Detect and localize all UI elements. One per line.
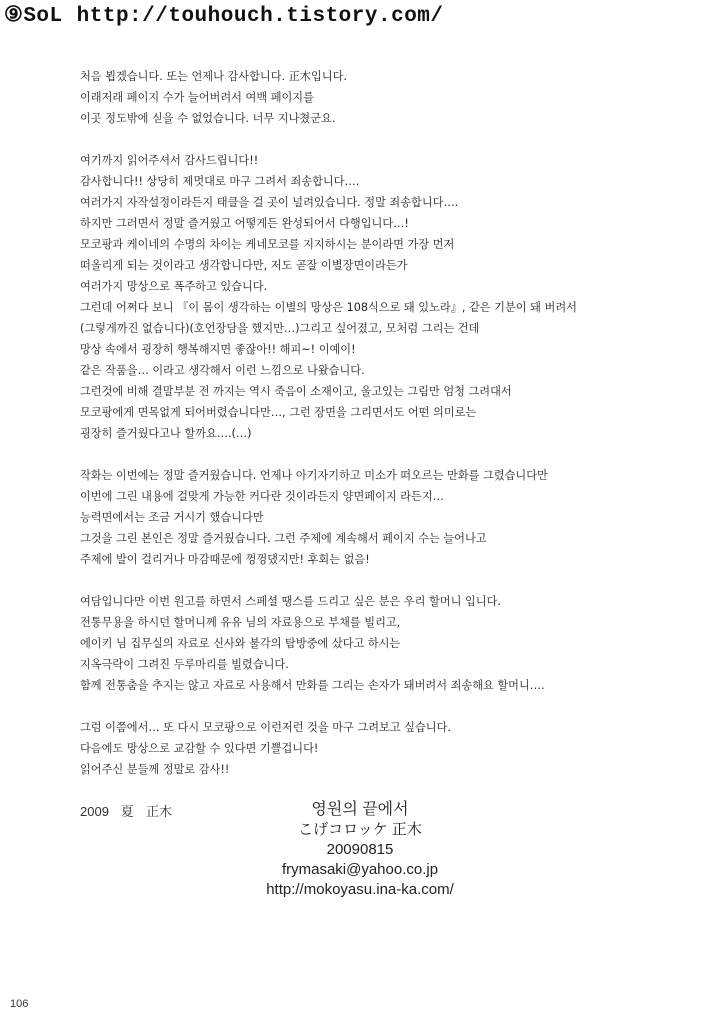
- signature-author: 正木: [145, 804, 172, 819]
- text-line: 그것을 그린 본인은 정말 즐거웠습니다. 그런 주제에 계속해서 페이지 수는 늘어나고: [80, 532, 487, 545]
- author-website[interactable]: http://mokoyasu.ina-ka.com/: [266, 881, 454, 898]
- text-line: 떠올리게 되는 것이라고 생각합니다만, 저도 곧잘 이별장면이라든가: [80, 259, 408, 272]
- text-line: 읽어주신 분들께 정말로 감사!!: [80, 763, 230, 776]
- text-line: 그런것에 비해 결말부분 전 까지는 역시 죽음이 소재이고, 울고있는 그림만 엄청 그려대서: [80, 385, 512, 398]
- afterword-paragraph: [80, 465, 640, 570]
- book-title: 영원의 끝에서: [311, 801, 409, 818]
- author-email[interactable]: frymasaki@yahoo.co.jp: [281, 861, 439, 878]
- page-number: 106: [10, 998, 29, 1010]
- text-line: 함께 전통춤을 추지는 않고 자료로 사용해서 만화를 그리는 손자가 돼버려서 죄송해요 할머니….: [80, 679, 545, 692]
- afterword-paragraph: [80, 591, 640, 696]
- text-line: 모코팡과 케이네의 수명의 차이는 케네모코를 지지하시는 분이라면 가장 먼저: [80, 238, 455, 251]
- afterword-paragraph: [80, 717, 640, 780]
- text-line: 여기까지 읽어주셔서 감사드립니다!!: [80, 154, 259, 167]
- scanlation-group-name: ⑨SoL: [4, 5, 63, 28]
- scanlation-url[interactable]: http://touhouch.tistory.com/: [76, 5, 444, 28]
- text-line: 능력면에서는 조금 거시기 했습니다만: [80, 511, 264, 524]
- scanlation-watermark: [4, 2, 444, 28]
- afterword-text: [80, 66, 640, 822]
- text-line: 여러가지 망상으로 폭주하고 있습니다.: [80, 280, 268, 293]
- text-line: 모코팡에게 면목없게 되어버렸습니다만…, 그런 장면을 그리면서도 어떤 의미로는: [80, 406, 477, 419]
- afterword-paragraph: [80, 66, 640, 129]
- text-line: 같은 작품을… 이라고 생각해서 이런 느낌으로 나왔습니다.: [80, 364, 365, 377]
- text-line: 이래저래 페이지 수가 늘어버려서 여백 페이지를: [80, 91, 314, 104]
- text-line: 이곳 정도밖에 싣을 수 없었습니다. 너무 지나쳤군요.: [80, 112, 336, 125]
- publication-date: 20090815: [326, 841, 394, 858]
- text-line: 하지만 그러면서 정말 즐거웠고 어떻게든 완성되어서 다행입니다…!: [80, 217, 409, 230]
- signature-year: 2009: [80, 804, 109, 819]
- text-line: 여러가지 자작설정이라든지 태클을 걸 곳이 널려있습니다. 정말 죄송합니다….: [80, 196, 459, 209]
- text-line: 이번에 그린 내용에 걸맞게 가능한 커다란 것이라든지 양면페이지 라든지…: [80, 490, 444, 503]
- text-line: 감사합니다!! 상당히 제멋대로 마구 그려서 죄송합니다….: [80, 175, 360, 188]
- text-line: 여담입니다만 이번 원고를 하면서 스페셜 땡스를 드리고 싶은 분은 우리 할머니 입니다.: [80, 595, 501, 608]
- text-line: (그렇게까진 없습니다)(호언장담을 했지만…)그리고 싶어졌고, 모처럼 그리는 건데: [80, 322, 480, 335]
- text-line: 지옥극락이 그려진 두루마리를 빌렸습니다.: [80, 658, 289, 671]
- text-line: 에이키 님 집무실의 자료로 신사와 불각의 탐방중에 샀다고 하시는: [80, 637, 401, 650]
- signature-season: 夏: [120, 804, 134, 819]
- text-line: 다음에도 망상으로 교감할 수 있다면 기쁠겁니다!: [80, 742, 319, 755]
- text-line: 굉장히 즐거웠다고나 할까요….(…): [80, 427, 252, 440]
- text-line: 전통무용을 하시던 할머니께 유유 님의 자료용으로 부채를 빌리고,: [80, 616, 401, 629]
- text-line: 그럼 이쯤에서… 또 다시 모코팡으로 이런저런 것을 마구 그려보고 싶습니다.: [80, 721, 451, 734]
- text-line: 작화는 이번에는 정말 즐거웠습니다. 언제나 아기자기하고 미소가 떠오르는 만화를 그렸습니다만: [80, 469, 548, 482]
- text-line: 주제에 발이 걸리거나 마감때문에 껑껑댔지만! 후회는 없음!: [80, 553, 370, 566]
- text-line: 그런데 어쩌다 보니 『이 몸이 생각하는 이별의 망상은 108식으로 돼 있노라』, 같은 기분이 돼 버려서: [80, 301, 577, 314]
- afterword-paragraph: [80, 150, 640, 444]
- text-line: 처음 뵙겠습니다. 또는 언제나 감사합니다. 正木입니다.: [80, 70, 347, 83]
- circle-author: こげコロッケ 正木: [298, 821, 422, 838]
- text-line: 망상 속에서 굉장히 행복해지면 좋잖아!! 해피~! 이예이!: [80, 343, 356, 356]
- colophon: [0, 800, 720, 900]
